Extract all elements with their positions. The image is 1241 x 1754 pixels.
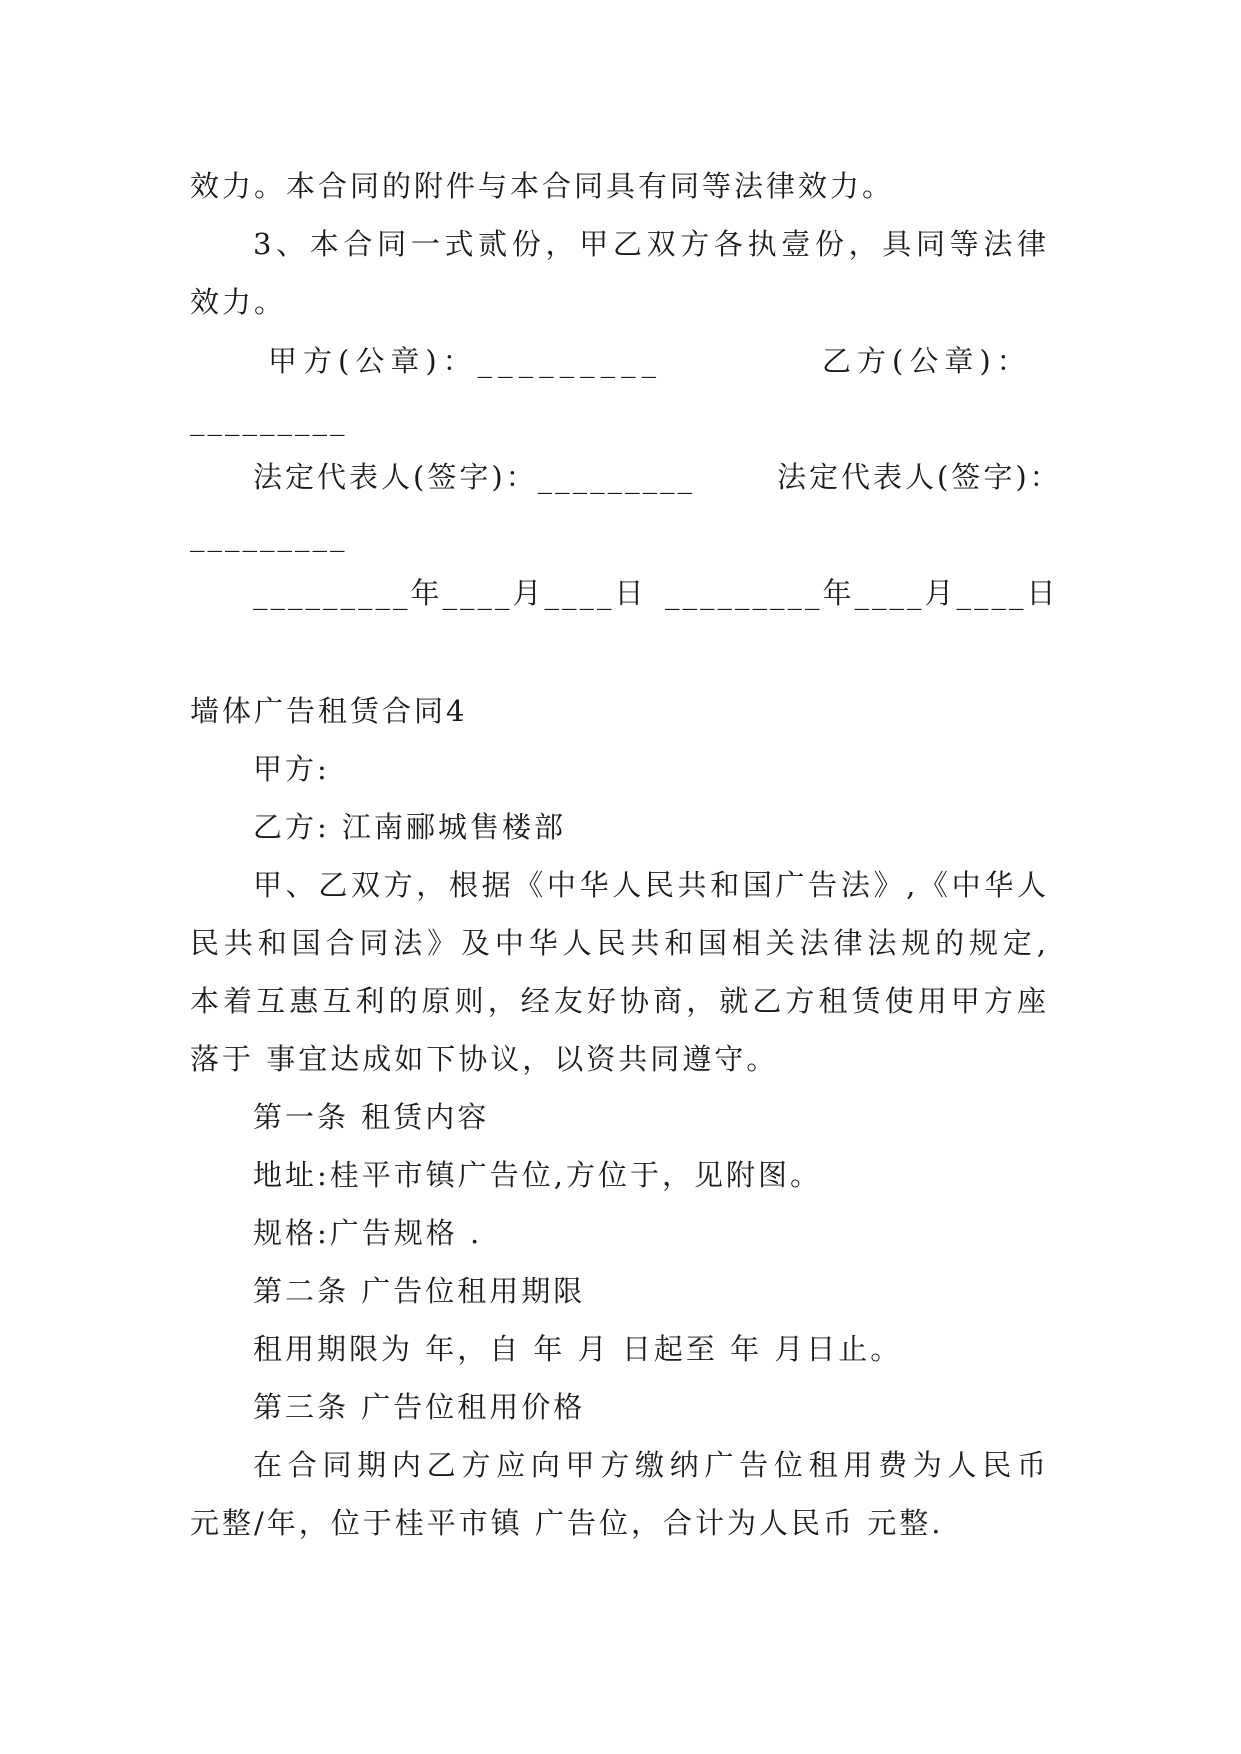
text-line: 租用期限为 年，自 年 月 日起至 年 月日止。: [253, 1332, 903, 1366]
text-line: 地址:桂平市镇广告位,方位于，见附图。: [253, 1158, 822, 1192]
party-a-seal-line: 甲方(公章)：_________: [268, 344, 663, 378]
text-line: 乙方: 江南郦城售楼部: [253, 810, 566, 844]
text-line: 甲、乙双方，根据《中华人民共和国广告法》,《中华人: [253, 868, 1046, 902]
party-a-representative-line: 法定代表人(签字)：_________: [253, 460, 696, 494]
text-line: 甲方:: [253, 752, 330, 786]
party-b-date-line: _________年____月____日: [665, 576, 1059, 610]
text-line: 元整/年，位于桂平市镇 广告位，合计为人民币 元整.: [190, 1506, 944, 1540]
blank-line: _________: [190, 402, 348, 436]
blank-line: _________: [190, 518, 348, 552]
article-heading: 第二条 广告位租用期限: [253, 1274, 586, 1308]
text-line: 民共和国合同法》及中华人民共和国相关法律法规的规定,: [190, 926, 1046, 960]
text-line: 落于 事宜达成如下协议，以资共同遵守。: [190, 1042, 779, 1076]
text-line: 效力。: [190, 285, 287, 319]
text-line: 本着互惠互利的原则，经友好协商，就乙方租赁使用甲方座: [190, 984, 1046, 1018]
party-b-seal-line: 乙方(公章)：: [822, 344, 1032, 378]
section-title: 墙体广告租赁合同4: [190, 694, 468, 728]
article-heading: 第一条 租赁内容: [253, 1100, 490, 1134]
party-a-date-line: _________年____月____日: [253, 576, 647, 610]
text-line: 在合同期内乙方应向甲方缴纳广告位租用费为人民币: [253, 1448, 1046, 1482]
party-b-representative-line: 法定代表人(签字)：: [777, 460, 1062, 494]
text-line: 效力。本合同的附件与本合同具有同等法律效力。: [190, 169, 895, 203]
text-line: 3、本合同一式贰份，甲乙双方各执壹份，具同等法律: [253, 227, 1046, 261]
text-line: 规格:广告规格 .: [253, 1216, 483, 1250]
article-heading: 第三条 广告位租用价格: [253, 1390, 586, 1424]
